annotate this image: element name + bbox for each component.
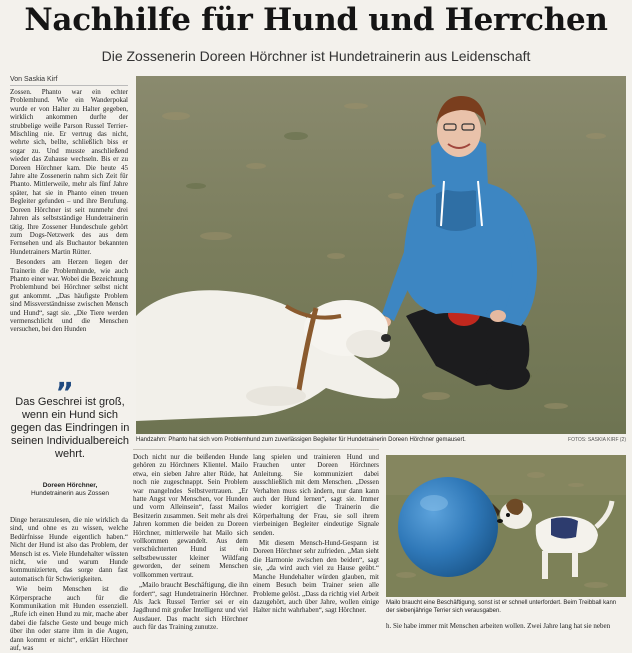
main-photo xyxy=(136,76,626,434)
article-column-1 xyxy=(10,88,128,350)
secondary-photo-caption: Mailo braucht eine Beschäftigung, sonst ist er schnell unterfordert. Beim Treibball kann der siebenjährige Terrier sich verausgaben. xyxy=(386,600,617,614)
paragraph: Dinge herauszulesen, die nie wirklich da sind, und ohne es zu wissen, welche Bedürfnisse Hunde eigentlich haben.“ Nicht der Hund ist also das Problem, der Mensch ist es. Viele Hundehalter wüssten nicht, wie und warum Hunde kommunizierten, das sorge dann fast automatisch für Schwierigkeiten. xyxy=(10,516,128,583)
quote-author-role: Hundetrainerin aus Zossen xyxy=(30,490,110,497)
quote-mark-icon: „ xyxy=(56,361,75,394)
article-column-1-continued xyxy=(10,516,128,653)
article-column-4 xyxy=(386,622,626,632)
paragraph: Zossen. Phanto war ein echter Problemhund. Wie ein Wanderpokal wurde er von Halter zu Halter gegeben, wirklich ankommen durfte der strubbelige weiße Parson Russel Terrier-Mischling nie. Er vertrug das nicht, wehrte sich, bellte, schließlich biss er sogar zu. Und musste anschließend wieder das Zuhause wechseln. Bis er zu Doreen Hörchner kam. Die heute 45 Jahre alte Zossenerin nahm sich Zeit für Phanto. Mittlerweile, mehr als fünf Jahre später, hat sie in Phanto einen treuen Begleiter gefunden – und ihre Berufung. Doreen Hörchner ist seit nunmehr drei Jahren als selbstständige Hundetrainerin tätig. Ihre Zossener Hundeschule gehört zum Dogs-Netzwerk des aus dem Fernsehen und als Buchautor bekannten Hundetrainers Martin Rütter. xyxy=(10,88,128,256)
paragraph: h. Sie habe immer mit Menschen arbeiten wollen. Zwei Jahre lang hat sie neben xyxy=(386,622,611,630)
secondary-photo xyxy=(386,455,626,597)
paragraph: Doch nicht nur die beißenden Hunde gehören zu Hörchners Klientel. Mailo etwa, ein sieben Jahre alter Rüde, hat noch nie zugeschnappt. Sein Problem war mangelndes Selbstvertrauen. „Er hatte Angst vor Menschen, vor Hunden und vorm Alleinsein“, fasst Mailos Besitzerin zusammen. Seit mehr als drei Jahren kommen die beiden zu Doreen Hörchner, mittlerweile hat Mailo sich vollkommen gewandelt. Aus dem verschüchterten Hund ist ein selbstbewusster kleiner Wildfang geworden, der seinem Menschen vollkommen vertraut. xyxy=(133,453,248,579)
paragraph: Mit diesem Mensch-Hund-Gespann ist Doreen Hörchner sehr zufrieden. „Man sieht die Harmonie zwischen den beiden“, sagt sie, „da wird auch viel zu Hause geübt.“ Manche Hundehalter würden glauben, mit einem Besuch beim Trainer seien alle Probleme gelöst. „Dass da richtig viel Arbeit dazugehört, auch über Jahre, wollen einige Halter nicht wahrhaben“, sagt Hörchner. xyxy=(253,539,379,615)
main-photo-caption xyxy=(136,437,626,443)
photo-credit: FOTOS: SASKIA KIRF (2) xyxy=(568,437,626,443)
quote-author-name: Doreen Hörchner, xyxy=(42,482,98,489)
paragraph: Wie beim Menschen ist die Körpersprache auch für die Kommunikation mit Hunden essenziell. „Rufe ich einen Hund zu mir, mache aber dabei die falsche Geste und beuge mich über ihn oder starre ihm in die Augen, dann kommt er nicht“, erklärt Hörchner auf, was xyxy=(10,585,128,653)
paragraph: „Mailo braucht Beschäftigung, die ihn fordert“, sagt Hundetrainerin Hörchner. Als Jack Russel Terrier sei er ein Jagdhund mit großer Intelligenz und viel Ausdauer. Das macht sich Hörchner auch für das Training zunutze. xyxy=(133,581,248,632)
pull-quote: Das Geschrei ist groß, wenn ein Hund sich gegen das Eindringen in seinen Individualbereich wehrt. xyxy=(10,396,130,460)
paragraph: Besonders am Herzen liegen der Trainerin die Problemhunde, wie auch Phanto einer war. Wobei die Bezeichnung Problemhund bei Hörchner selbst nicht gut ankommt. „Das häufigste Problem sind Missverständnisse zwischen Mensch und Hund“, sagt sie. „Die Tiere werden vermenschlicht und die Menschen versuchen, bei den Hunden xyxy=(10,258,128,334)
divider xyxy=(133,449,379,450)
paragraph: lang spielen und trainieren Hund und Frauchen unter Doreen Hörchners Anleitung. Sie kommuniziert dabei ausschließlich mit dem Menschen. „Dessen Verhalten muss sich ändern, nur dann kann auch der Hund lernen“, sagt sie. Immer wieder korrigiert die Trainerin die Körperhaltung der Frau, sie soll ihrem vierbeinigen Begleiter eindeutige Signale senden. xyxy=(253,453,379,537)
headline: Nachhilfe für Hund und Herrchen xyxy=(24,2,608,38)
article-column-2 xyxy=(133,453,248,632)
subheadline: Die Zossenerin Doreen Hörchner ist Hundetrainerin aus Leidenschaft xyxy=(101,48,531,64)
quote-author xyxy=(10,482,130,498)
caption-text: Handzahm: Phanto hat sich vom Problemhund zum zuverlässigen Begleiter für Hundetrainerin Doreen Hörchner gemausert. xyxy=(136,437,466,443)
article-column-3 xyxy=(253,453,379,632)
byline: Von Saskia Kirf xyxy=(10,76,128,86)
